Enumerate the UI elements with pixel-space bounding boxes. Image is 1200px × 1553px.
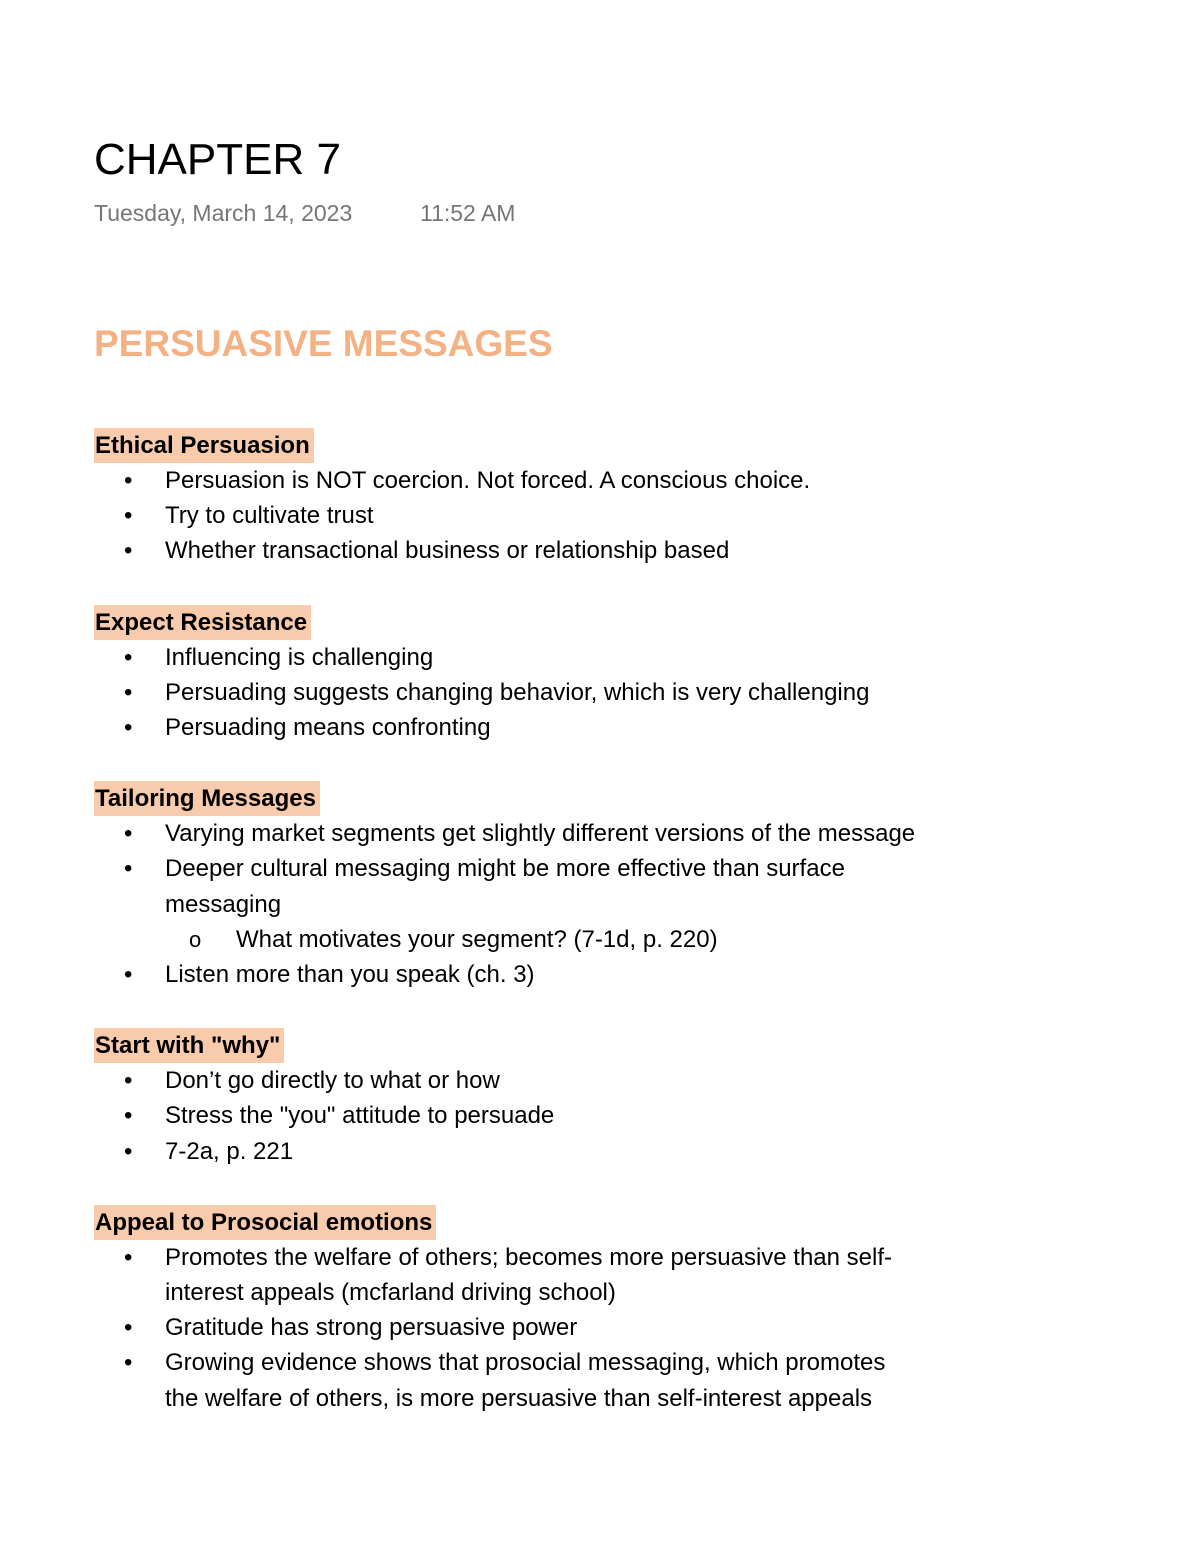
list-item <box>94 851 925 921</box>
bullet-icon: • <box>124 467 133 494</box>
bullet-icon: • <box>124 714 133 742</box>
bullet-list <box>94 1240 1094 1416</box>
list-item <box>94 1063 925 1098</box>
note-date: Tuesday, March 14, 2023 <box>94 200 353 226</box>
bullet-icon: • <box>124 1349 133 1377</box>
list-item <box>94 1240 925 1310</box>
list-item-text: Stress the "you" attitude to persuade <box>165 1102 555 1130</box>
note-content <box>94 428 1094 1436</box>
list-item <box>94 816 925 851</box>
bullet-icon: • <box>124 855 133 883</box>
sub-list-item-text: What motivates your segment? (7-1d, p. 220) <box>236 925 718 953</box>
sub-list-item <box>165 922 996 957</box>
list-item-text: Growing evidence shows that prosocial messaging, which promotes the welfare of others, is more persuasive than self-interest appeals <box>165 1349 886 1412</box>
section-heading: Appeal to Prosocial emotions <box>94 1205 436 1240</box>
note-section <box>94 1205 1094 1416</box>
list-item-text: Gratitude has strong persuasive power <box>165 1314 578 1342</box>
list-item-text: Persuading means confronting <box>165 714 491 742</box>
bullet-icon: • <box>124 502 133 530</box>
list-item-text: Whether transactional business or relationship based <box>165 537 730 565</box>
sub-bullet-list <box>165 922 925 957</box>
page-title: CHAPTER 7 <box>94 135 341 184</box>
section-heading: Expect Resistance <box>94 605 311 640</box>
list-item-text: Influencing is challenging <box>165 643 434 671</box>
bullet-icon: • <box>124 1067 133 1095</box>
main-heading: PERSUASIVE MESSAGES <box>94 323 553 364</box>
bullet-icon: • <box>124 1314 133 1342</box>
bullet-icon: • <box>124 961 133 989</box>
hollow-bullet-icon: o <box>189 926 202 952</box>
list-item-text: Persuading suggests changing behavior, which is very challenging <box>165 678 870 706</box>
list-item <box>94 1098 925 1133</box>
list-item-text: Deeper cultural messaging might be more effective than surface messaging <box>165 855 845 918</box>
note-section <box>94 605 1094 746</box>
bullet-icon: • <box>124 820 133 848</box>
bullet-list <box>94 463 1094 569</box>
bullet-icon: • <box>124 643 133 671</box>
bullet-list <box>94 640 1094 746</box>
bullet-icon: • <box>124 678 133 706</box>
list-item-text: Varying market segments get slightly different versions of the message <box>165 820 916 848</box>
list-item <box>94 533 925 568</box>
list-item <box>94 463 925 498</box>
list-item-text: Don’t go directly to what or how <box>165 1067 500 1095</box>
bullet-list <box>94 1063 1094 1169</box>
list-item-text: Promotes the welfare of others; becomes more persuasive than self-interest appeals (mcfarland driving school) <box>165 1243 893 1307</box>
list-item <box>94 675 925 710</box>
list-item-text: Try to cultivate trust <box>165 502 374 530</box>
bullet-icon: • <box>124 1102 133 1130</box>
bullet-icon: • <box>124 1137 133 1165</box>
list-item-text: 7-2a, p. 221 <box>165 1137 294 1165</box>
bullet-list <box>94 816 1094 992</box>
list-item-text: Listen more than you speak (ch. 3) <box>165 961 535 989</box>
bullet-icon: • <box>124 537 133 565</box>
note-metadata <box>94 198 516 228</box>
list-item <box>94 957 925 992</box>
list-item <box>94 498 925 533</box>
note-time: 11:52 AM <box>420 200 516 226</box>
list-item <box>94 640 925 675</box>
list-item <box>94 1310 925 1345</box>
section-heading: Ethical Persuasion <box>94 428 314 463</box>
list-item <box>94 1345 925 1415</box>
bullet-icon: • <box>124 1243 133 1271</box>
list-item <box>94 710 925 745</box>
section-heading: Tailoring Messages <box>94 781 320 816</box>
section-heading: Start with "why" <box>94 1028 284 1063</box>
note-section <box>94 1028 1094 1169</box>
list-item <box>94 1134 925 1169</box>
note-section <box>94 428 1094 569</box>
sub-list-container <box>94 922 925 957</box>
list-item-text: Persuasion is NOT coercion. Not forced. A conscious choice. <box>165 467 811 494</box>
note-section <box>94 781 1094 992</box>
